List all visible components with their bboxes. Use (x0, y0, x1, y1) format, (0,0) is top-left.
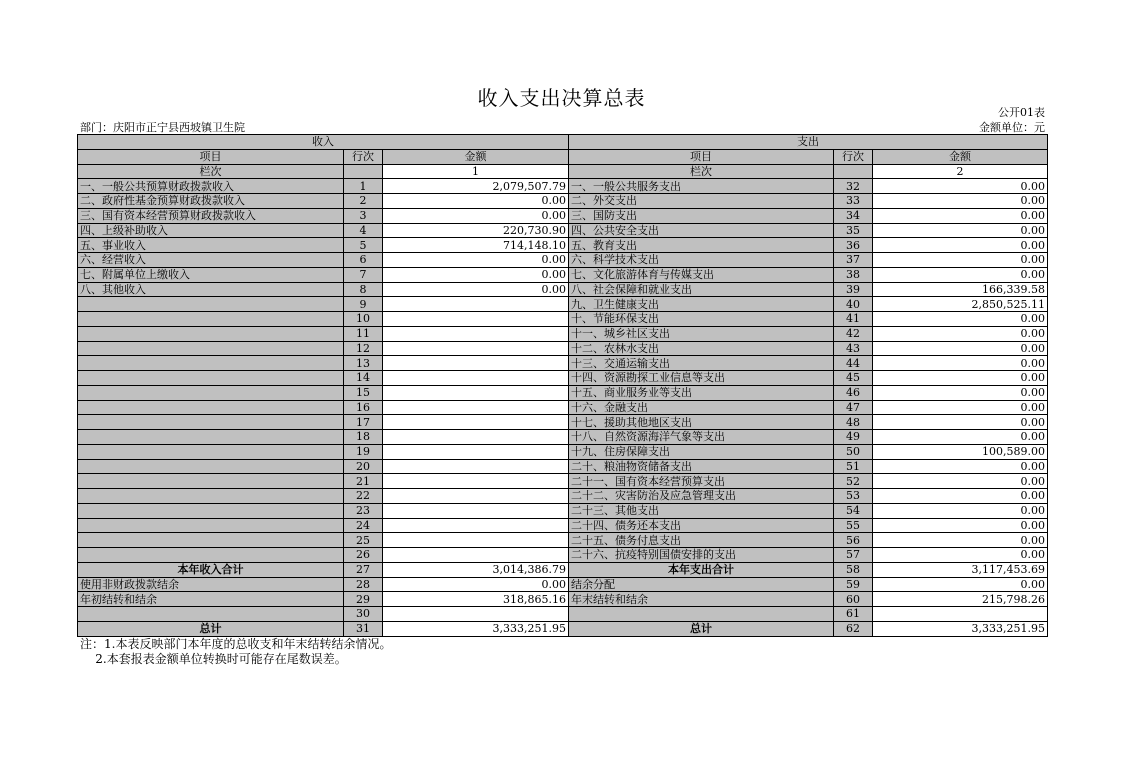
expense-amount: 0.00 (873, 503, 1048, 518)
income-amount (383, 385, 569, 400)
expense-amount: 0.00 (873, 489, 1048, 504)
income-item: 三、国有资本经营预算财政拨款收入 (78, 208, 344, 223)
expense-item: 二十三、其他支出 (569, 503, 834, 518)
expense-item: 十九、住房保障支出 (569, 444, 834, 459)
income-line-no: 15 (344, 385, 383, 400)
income-amount (383, 474, 569, 489)
income-amount: 0.00 (383, 208, 569, 223)
expense-line-no: 33 (834, 194, 873, 209)
income-item (78, 518, 344, 533)
income-item (78, 607, 344, 622)
income-item (78, 297, 344, 312)
expense-amount: 0.00 (873, 312, 1048, 327)
expense-line-no: 37 (834, 253, 873, 268)
table-row (78, 179, 1048, 194)
table-row (78, 444, 1048, 459)
expense-line-no: 32 (834, 179, 873, 194)
expense-seq-label: 栏次 (569, 164, 834, 179)
income-item: 四、上级补助收入 (78, 223, 344, 238)
income-amount (383, 297, 569, 312)
expense-amount: 0.00 (873, 533, 1048, 548)
column-sequence-row (78, 164, 1048, 179)
expense-line-no: 58 (834, 562, 873, 577)
table-row (78, 548, 1048, 563)
income-item (78, 474, 344, 489)
amount-unit-label: 金额单位：元 (979, 121, 1045, 134)
income-line-no: 1 (344, 179, 383, 194)
table-row (78, 430, 1048, 445)
department-label: 部门：庆阳市正宁县西坡镇卫生院 (80, 121, 245, 134)
expense-amount: 0.00 (873, 208, 1048, 223)
income-line-no: 30 (344, 607, 383, 622)
expense-line-no: 42 (834, 326, 873, 341)
expense-amount: 3,333,251.95 (873, 621, 1048, 636)
income-expense-table (77, 134, 1048, 637)
income-line-no: 28 (344, 577, 383, 592)
expense-line-no: 57 (834, 548, 873, 563)
income-line-no: 10 (344, 312, 383, 327)
expense-line-no: 53 (834, 489, 873, 504)
income-amount (383, 503, 569, 518)
expense-amount: 0.00 (873, 474, 1048, 489)
income-item (78, 533, 344, 548)
income-seq-label: 栏次 (78, 164, 344, 179)
income-item (78, 503, 344, 518)
income-line-no: 2 (344, 194, 383, 209)
expense-item: 七、文化旅游体育与传媒支出 (569, 267, 834, 282)
expense-amount: 0.00 (873, 371, 1048, 386)
expense-line-no: 49 (834, 430, 873, 445)
table-row (78, 503, 1048, 518)
income-line-no: 11 (344, 326, 383, 341)
expense-line-no: 60 (834, 592, 873, 607)
income-item (78, 385, 344, 400)
expense-item: 十二、农林水支出 (569, 341, 834, 356)
income-amount (383, 548, 569, 563)
expense-item: 十七、援助其他地区支出 (569, 415, 834, 430)
expense-line-no: 59 (834, 577, 873, 592)
income-item (78, 415, 344, 430)
expense-line-no: 46 (834, 385, 873, 400)
table-row (78, 459, 1048, 474)
income-line-no: 23 (344, 503, 383, 518)
expense-item (569, 607, 834, 622)
expense-amount: 0.00 (873, 253, 1048, 268)
expense-item: 二、外交支出 (569, 194, 834, 209)
expense-line-no: 50 (834, 444, 873, 459)
form-number: 公开01表 (998, 106, 1045, 119)
expense-amount: 0.00 (873, 459, 1048, 474)
expense-item: 二十六、抗疫特别国债安排的支出 (569, 548, 834, 563)
income-line-no: 6 (344, 253, 383, 268)
table-row (78, 326, 1048, 341)
income-amount: 318,865.16 (383, 592, 569, 607)
expense-amount-header: 金额 (873, 149, 1048, 164)
table-row (78, 577, 1048, 592)
expense-amount: 166,339.58 (873, 282, 1048, 297)
income-line-no: 14 (344, 371, 383, 386)
table-row (78, 592, 1048, 607)
income-line-no: 9 (344, 297, 383, 312)
column-header-row (78, 149, 1048, 164)
expense-amount: 0.00 (873, 356, 1048, 371)
income-amount: 0.00 (383, 194, 569, 209)
income-item: 年初结转和结余 (78, 592, 344, 607)
income-item: 使用非财政拨款结余 (78, 577, 344, 592)
income-amount (383, 459, 569, 474)
table-row (78, 208, 1048, 223)
expense-amount: 0.00 (873, 385, 1048, 400)
income-item (78, 444, 344, 459)
table-row (78, 400, 1048, 415)
income-item: 六、经营收入 (78, 253, 344, 268)
expense-line-no: 36 (834, 238, 873, 253)
income-item (78, 371, 344, 386)
income-line-no: 24 (344, 518, 383, 533)
expense-amount: 0.00 (873, 430, 1048, 445)
table-row (78, 194, 1048, 209)
expense-amount: 0.00 (873, 341, 1048, 356)
expense-line-no: 43 (834, 341, 873, 356)
income-amount-header: 金额 (383, 149, 569, 164)
expense-amount: 0.00 (873, 238, 1048, 253)
expense-line-no: 45 (834, 371, 873, 386)
expense-amount: 0.00 (873, 326, 1048, 341)
income-line-no: 31 (344, 621, 383, 636)
expense-item: 结余分配 (569, 577, 834, 592)
expense-item: 十一、城乡社区支出 (569, 326, 834, 341)
expense-amount: 215,798.26 (873, 592, 1048, 607)
table-row (78, 356, 1048, 371)
notes (80, 637, 391, 667)
income-line-no: 17 (344, 415, 383, 430)
income-line-no: 7 (344, 267, 383, 282)
expense-amount: 3,117,453.69 (873, 562, 1048, 577)
table-row (78, 312, 1048, 327)
expense-amount: 0.00 (873, 223, 1048, 238)
income-amount (383, 341, 569, 356)
income-line-no: 5 (344, 238, 383, 253)
income-amount: 0.00 (383, 282, 569, 297)
expense-amount: 0.00 (873, 548, 1048, 563)
income-amount: 0.00 (383, 577, 569, 592)
expense-line-no: 52 (834, 474, 873, 489)
table-row (78, 518, 1048, 533)
expense-item: 四、公共安全支出 (569, 223, 834, 238)
expense-item: 二十一、国有资本经营预算支出 (569, 474, 834, 489)
income-amount (383, 415, 569, 430)
income-item (78, 548, 344, 563)
income-amount: 714,148.10 (383, 238, 569, 253)
income-item: 二、政府性基金预算财政拨款收入 (78, 194, 344, 209)
expense-item: 一、一般公共服务支出 (569, 179, 834, 194)
income-line-no: 8 (344, 282, 383, 297)
expense-item: 三、国防支出 (569, 208, 834, 223)
expense-item: 本年支出合计 (569, 562, 834, 577)
income-seq-number: 1 (383, 164, 569, 179)
income-amount (383, 400, 569, 415)
income-line-no: 19 (344, 444, 383, 459)
income-amount: 3,014,386.79 (383, 562, 569, 577)
expense-item: 十五、商业服务业等支出 (569, 385, 834, 400)
income-amount: 0.00 (383, 253, 569, 268)
income-seq-blank (344, 164, 383, 179)
income-amount: 220,730.90 (383, 223, 569, 238)
expense-line-no: 38 (834, 267, 873, 282)
income-item: 五、事业收入 (78, 238, 344, 253)
expense-line-no: 35 (834, 223, 873, 238)
expense-item-header: 项目 (569, 149, 834, 164)
income-item: 七、附属单位上缴收入 (78, 267, 344, 282)
income-section-header: 收入 (78, 135, 569, 150)
expense-line-no: 61 (834, 607, 873, 622)
expense-line-no: 48 (834, 415, 873, 430)
expense-item: 二十五、债务付息支出 (569, 533, 834, 548)
expense-item: 九、卫生健康支出 (569, 297, 834, 312)
income-line-no: 21 (344, 474, 383, 489)
income-line-no: 4 (344, 223, 383, 238)
expense-line-no: 44 (834, 356, 873, 371)
income-line-no: 25 (344, 533, 383, 548)
table-row (78, 533, 1048, 548)
expense-item: 八、社会保障和就业支出 (569, 282, 834, 297)
expense-item: 十八、自然资源海洋气象等支出 (569, 430, 834, 445)
income-item: 八、其他收入 (78, 282, 344, 297)
expense-amount: 0.00 (873, 577, 1048, 592)
income-amount (383, 444, 569, 459)
table-row (78, 238, 1048, 253)
income-line-no: 26 (344, 548, 383, 563)
expense-amount: 0.00 (873, 267, 1048, 282)
income-line-no: 27 (344, 562, 383, 577)
expense-seq-blank (834, 164, 873, 179)
expense-item: 二十四、债务还本支出 (569, 518, 834, 533)
expense-line-no: 34 (834, 208, 873, 223)
expense-seq-number: 2 (873, 164, 1048, 179)
expense-line-no: 54 (834, 503, 873, 518)
income-item: 总计 (78, 621, 344, 636)
table-row (78, 489, 1048, 504)
note-2: 2.本套报表金额单位转换时可能存在尾数误差。 (80, 652, 347, 666)
table-row (78, 223, 1048, 238)
income-item (78, 489, 344, 504)
income-item (78, 341, 344, 356)
expense-section-header: 支出 (569, 135, 1048, 150)
expense-amount: 100,589.00 (873, 444, 1048, 459)
grand-total-row (78, 621, 1048, 636)
table-row (78, 385, 1048, 400)
table-row (78, 267, 1048, 282)
income-item (78, 430, 344, 445)
income-line-no: 16 (344, 400, 383, 415)
expense-amount (873, 607, 1048, 622)
income-line-no: 20 (344, 459, 383, 474)
expense-line-header: 行次 (834, 149, 873, 164)
expense-line-no: 40 (834, 297, 873, 312)
income-amount (383, 518, 569, 533)
expense-item: 五、教育支出 (569, 238, 834, 253)
income-item (78, 312, 344, 327)
expense-line-no: 62 (834, 621, 873, 636)
income-amount (383, 533, 569, 548)
table-row (78, 253, 1048, 268)
expense-item: 总计 (569, 621, 834, 636)
section-header-row (78, 135, 1048, 150)
report-title: 收入支出决算总表 (477, 86, 646, 110)
expense-item: 二十二、灾害防治及应急管理支出 (569, 489, 834, 504)
table-row (78, 341, 1048, 356)
income-item: 本年收入合计 (78, 562, 344, 577)
expense-line-no: 41 (834, 312, 873, 327)
income-item: 一、一般公共预算财政拨款收入 (78, 179, 344, 194)
expense-line-no: 39 (834, 282, 873, 297)
income-amount: 0.00 (383, 267, 569, 282)
income-amount (383, 356, 569, 371)
income-amount (383, 607, 569, 622)
income-item (78, 326, 344, 341)
income-line-no: 18 (344, 430, 383, 445)
expense-amount: 0.00 (873, 400, 1048, 415)
expense-line-no: 47 (834, 400, 873, 415)
income-item (78, 356, 344, 371)
income-line-no: 22 (344, 489, 383, 504)
table-row (78, 282, 1048, 297)
income-amount: 2,079,507.79 (383, 179, 569, 194)
expense-item: 十四、资源勘探工业信息等支出 (569, 371, 834, 386)
expense-item: 六、科学技术支出 (569, 253, 834, 268)
expense-amount: 0.00 (873, 194, 1048, 209)
income-item (78, 459, 344, 474)
table-row (78, 607, 1048, 622)
income-amount: 3,333,251.95 (383, 621, 569, 636)
income-amount (383, 312, 569, 327)
expense-amount: 2,850,525.11 (873, 297, 1048, 312)
income-item (78, 400, 344, 415)
expense-amount: 0.00 (873, 179, 1048, 194)
table-row (78, 297, 1048, 312)
expense-line-no: 51 (834, 459, 873, 474)
income-amount (383, 430, 569, 445)
income-amount (383, 326, 569, 341)
income-line-no: 29 (344, 592, 383, 607)
note-1: 注：1.本表反映部门本年度的总收支和年末结转结余情况。 (80, 637, 392, 651)
expense-amount: 0.00 (873, 415, 1048, 430)
income-amount (383, 489, 569, 504)
table-row (78, 371, 1048, 386)
expense-item: 年末结转和结余 (569, 592, 834, 607)
income-item-header: 项目 (78, 149, 344, 164)
expense-line-no: 56 (834, 533, 873, 548)
expense-amount: 0.00 (873, 518, 1048, 533)
income-amount (383, 371, 569, 386)
expense-item: 十六、金融支出 (569, 400, 834, 415)
expense-item: 十、节能环保支出 (569, 312, 834, 327)
year-total-row (78, 562, 1048, 577)
income-line-no: 12 (344, 341, 383, 356)
expense-item: 二十、粮油物资储备支出 (569, 459, 834, 474)
table-row (78, 415, 1048, 430)
table-row (78, 474, 1048, 489)
expense-item: 十三、交通运输支出 (569, 356, 834, 371)
income-line-no: 13 (344, 356, 383, 371)
income-line-header: 行次 (344, 149, 383, 164)
expense-line-no: 55 (834, 518, 873, 533)
income-line-no: 3 (344, 208, 383, 223)
